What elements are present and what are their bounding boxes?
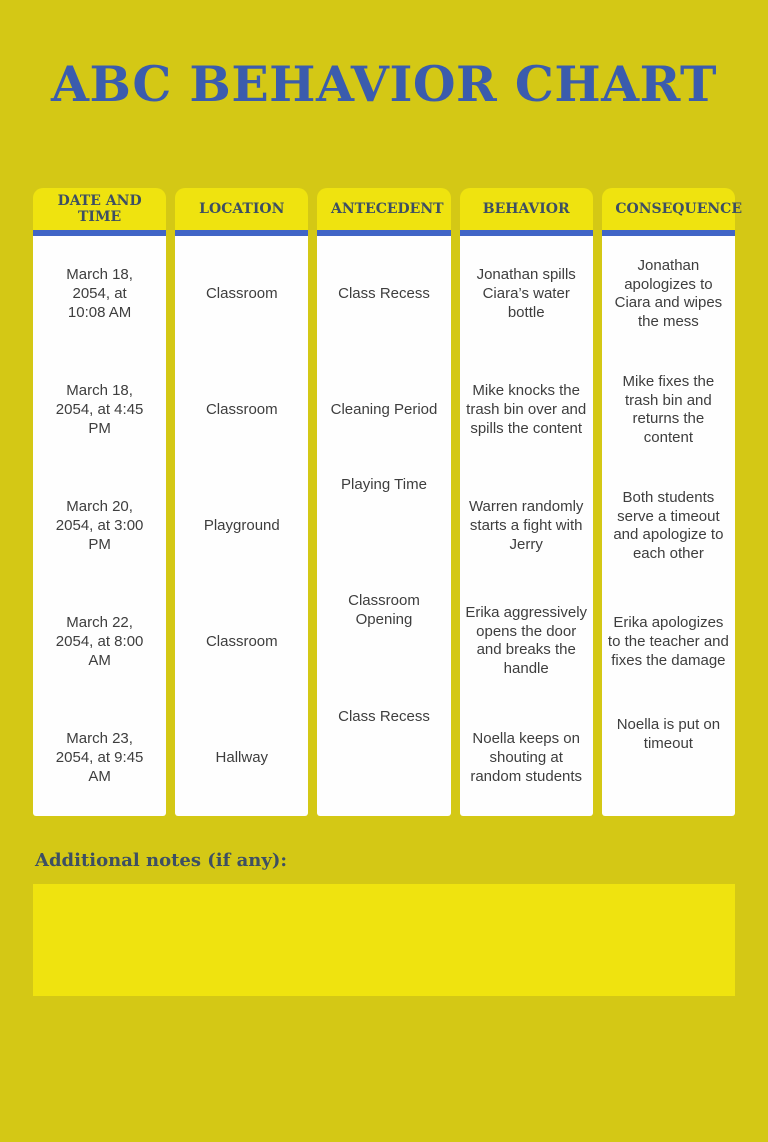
column-body xyxy=(602,236,735,816)
column-body xyxy=(175,236,308,816)
column-header-behavior xyxy=(460,188,593,230)
column-header-label: CONSEQUENCE xyxy=(615,200,742,217)
table-cell-consequence-5: Noella is put on timeout xyxy=(616,716,721,753)
page-title: ABC BEHAVIOR CHART xyxy=(51,55,717,113)
table-cell-antecedent-5: Class Recess xyxy=(338,708,430,726)
notes-label: Additional notes (if any): xyxy=(35,850,287,872)
table-cell-date-3: March 20, 2054, at 3:00 PM xyxy=(55,498,144,553)
table-cell-location-5: Hallway xyxy=(215,748,269,766)
table-cell-location-3: Playground xyxy=(203,516,280,534)
table-cell-date-5: March 23, 2054, at 9:45 AM xyxy=(55,730,144,785)
column-header-label: DATE AND TIME xyxy=(57,192,142,226)
column-body xyxy=(33,236,166,816)
table-cell-consequence-3: Both students serve a timeout and apologize to each other xyxy=(613,488,724,563)
notes-input-box[interactable] xyxy=(33,884,735,996)
column-header-antecedent xyxy=(317,188,450,230)
table-cell-behavior-5: Noella keeps on shouting at random students xyxy=(470,730,583,785)
column-antecedent xyxy=(317,188,450,816)
table-cell-date-1: March 18, 2054, at 10:08 AM xyxy=(66,266,133,321)
table-cell-antecedent-1: Class Recess xyxy=(338,284,430,302)
column-header-label: ANTECEDENT xyxy=(330,200,444,217)
table-cell-antecedent-2: Cleaning Period xyxy=(330,400,438,418)
behavior-table xyxy=(33,188,742,816)
column-body xyxy=(460,236,593,816)
table-cell-location-1: Classroom xyxy=(205,284,278,302)
table-cell-consequence-2: Mike fixes the trash bin and returns the content xyxy=(622,372,715,447)
column-header-date-time xyxy=(33,188,166,230)
column-date-time xyxy=(33,188,166,816)
table-cell-date-2: March 18, 2054, at 4:45 PM xyxy=(55,382,144,437)
column-body xyxy=(317,236,450,816)
column-header-label: BEHAVIOR xyxy=(482,200,570,217)
column-behavior xyxy=(460,188,593,816)
table-cell-behavior-4: Erika aggressively opens the door and breaks the handle xyxy=(465,603,588,678)
column-header-consequence xyxy=(602,188,742,230)
table-cell-behavior-2: Mike knocks the trash bin over and spills the content xyxy=(466,382,587,437)
table-cell-antecedent-4: Classroom Opening xyxy=(348,592,420,629)
table-cell-date-4: March 22, 2054, at 8:00 AM xyxy=(55,614,144,669)
table-cell-consequence-1: Jonathan apologizes to Ciara and wipes the mess xyxy=(614,256,723,331)
table-cell-location-2: Classroom xyxy=(205,400,278,418)
table-cell-consequence-4: Erika apologizes to the teacher and fixes the damage xyxy=(607,614,729,669)
table-cell-antecedent-3: Playing Time xyxy=(341,476,427,494)
table-cell-location-4: Classroom xyxy=(205,632,278,650)
table-cell-behavior-3: Warren randomly starts a fight with Jerry xyxy=(468,498,584,553)
column-location xyxy=(175,188,308,816)
column-consequence xyxy=(602,188,742,816)
column-header-label: LOCATION xyxy=(199,200,285,217)
column-header-location xyxy=(175,188,308,230)
table-cell-behavior-1: Jonathan spills Ciara’s water bottle xyxy=(476,266,576,321)
